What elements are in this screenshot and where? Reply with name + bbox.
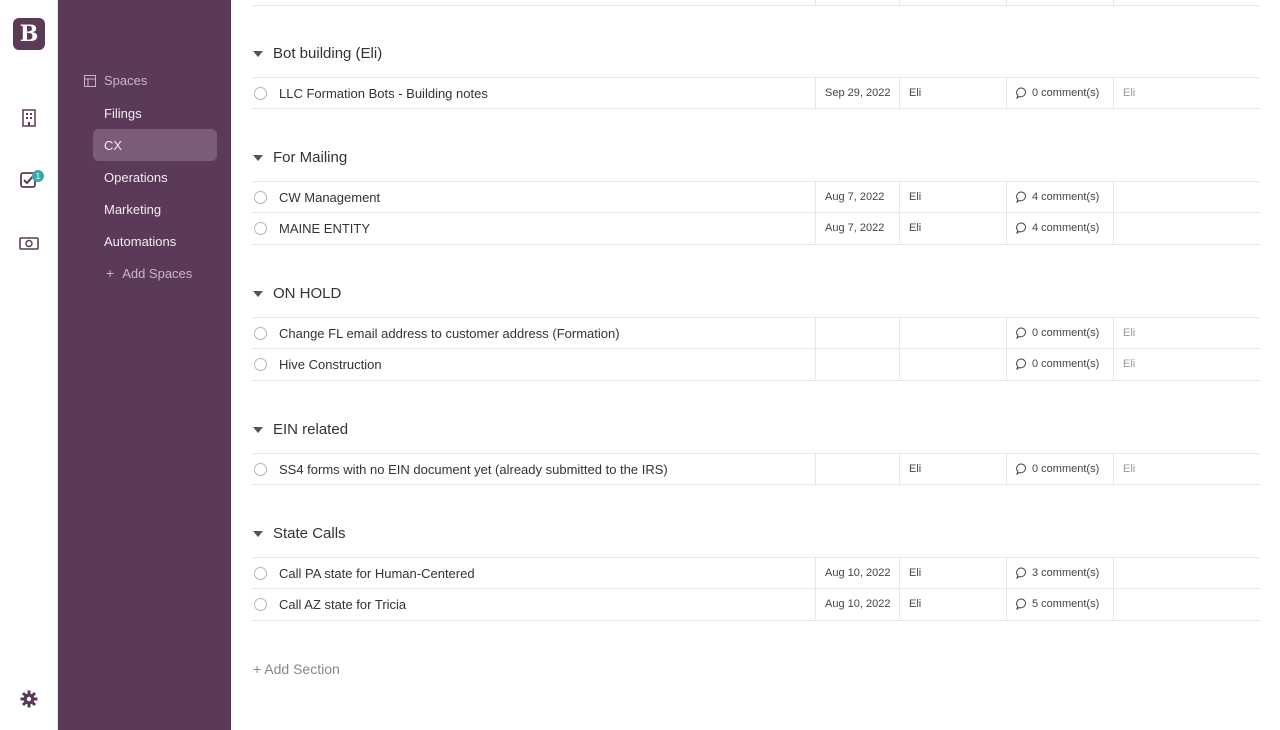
comments-cell[interactable] (1006, 213, 1113, 243)
assignee[interactable]: Eli (899, 213, 1006, 243)
extra-field[interactable]: Eli (1113, 78, 1260, 108)
comment-icon (1016, 463, 1028, 475)
due-date[interactable]: Sep 29, 2022 (815, 78, 899, 108)
spaces-label: Spaces (104, 73, 148, 88)
comment-count: 4 comment(s) (1032, 191, 1100, 203)
task-name[interactable]: SS4 forms with no EIN document yet (already submitted to the IRS) (279, 462, 668, 477)
complete-task-radio[interactable] (254, 598, 267, 611)
add-spaces-label: Add Spaces (122, 265, 193, 281)
comment-icon (1016, 327, 1028, 339)
comment-count: 0 comment(s) (1032, 87, 1100, 99)
comment-count: 0 comment(s) (1032, 327, 1100, 339)
comment-icon (1016, 191, 1028, 203)
comment-count: 0 comment(s) (1032, 463, 1100, 475)
task-row[interactable] (252, 349, 1260, 381)
previous-row-border (252, 5, 1260, 6)
section-title: For Mailing (273, 149, 348, 166)
comment-icon (1016, 87, 1028, 99)
extra-field[interactable] (1113, 589, 1260, 619)
collapse-caret-icon[interactable] (253, 51, 263, 57)
assignee[interactable]: Eli (899, 589, 1006, 619)
assignee[interactable] (899, 349, 1006, 379)
sidebar-item-cx[interactable]: CX (93, 129, 217, 161)
task-row[interactable] (252, 589, 1260, 621)
section-title: EIN related (273, 421, 349, 438)
due-date[interactable]: Aug 10, 2022 (815, 558, 899, 588)
task-row[interactable] (252, 453, 1260, 485)
comment-icon (1016, 222, 1028, 234)
section-header[interactable] (253, 45, 382, 62)
task-name[interactable]: MAINE ENTITY (279, 221, 371, 236)
extra-field[interactable] (1113, 213, 1260, 243)
due-date[interactable] (815, 454, 899, 484)
comments-cell[interactable] (1006, 78, 1113, 108)
settings-gear-icon[interactable] (19, 689, 39, 709)
due-date[interactable]: Aug 7, 2022 (815, 213, 899, 243)
plus-icon: + (106, 265, 115, 281)
collapse-caret-icon[interactable] (253, 155, 263, 161)
task-row[interactable] (252, 317, 1260, 349)
assignee[interactable]: Eli (899, 182, 1006, 212)
add-spaces-button[interactable] (106, 265, 192, 281)
money-icon[interactable] (19, 233, 39, 253)
extra-field[interactable]: Eli (1113, 454, 1260, 484)
spaces-header (84, 73, 147, 88)
section-header[interactable] (253, 421, 348, 438)
task-name[interactable]: Call PA state for Human-Centered (279, 566, 475, 581)
section-title: ON HOLD (273, 285, 342, 302)
complete-task-radio[interactable] (254, 327, 267, 340)
extra-field[interactable]: Eli (1113, 318, 1260, 348)
section-header[interactable] (253, 285, 341, 302)
tasks-badge: 1 (32, 170, 44, 182)
sidebar-item-automations[interactable]: Automations (104, 233, 177, 249)
assignee[interactable] (899, 318, 1006, 348)
collapse-caret-icon[interactable] (253, 531, 263, 537)
task-name[interactable]: CW Management (279, 190, 381, 205)
comments-cell[interactable] (1006, 182, 1113, 212)
complete-task-radio[interactable] (254, 87, 267, 100)
comment-count: 5 comment(s) (1032, 598, 1100, 610)
task-name[interactable]: Change FL email address to customer address (Formation) (279, 326, 620, 341)
sidebar-item-marketing[interactable]: Marketing (104, 201, 162, 217)
extra-field[interactable] (1113, 182, 1260, 212)
task-name[interactable]: LLC Formation Bots - Building notes (279, 86, 488, 101)
sidebar-item-filings[interactable]: Filings (104, 105, 142, 121)
task-row[interactable] (252, 213, 1260, 245)
assignee[interactable]: Eli (899, 558, 1006, 588)
task-row[interactable] (252, 77, 1260, 109)
assignee[interactable]: Eli (899, 454, 1006, 484)
task-row[interactable] (252, 181, 1260, 213)
comments-cell[interactable] (1006, 558, 1113, 588)
due-date[interactable] (815, 349, 899, 379)
comments-cell[interactable] (1006, 349, 1113, 379)
task-row[interactable] (252, 557, 1260, 589)
complete-task-radio[interactable] (254, 222, 267, 235)
comment-count: 0 comment(s) (1032, 358, 1100, 370)
due-date[interactable] (815, 318, 899, 348)
building-icon[interactable] (19, 108, 39, 128)
task-name[interactable]: Hive Construction (279, 357, 382, 372)
comment-icon (1016, 598, 1028, 610)
spaces-sidebar (58, 0, 231, 730)
extra-field[interactable] (1113, 558, 1260, 588)
comments-cell[interactable] (1006, 454, 1113, 484)
complete-task-radio[interactable] (254, 358, 267, 371)
assignee[interactable]: Eli (899, 78, 1006, 108)
comments-cell[interactable] (1006, 589, 1113, 619)
add-section-button[interactable]: + Add Section (253, 661, 340, 677)
comment-count: 3 comment(s) (1032, 567, 1100, 579)
comment-icon (1016, 567, 1028, 579)
task-name[interactable]: Call AZ state for Tricia (279, 597, 407, 612)
complete-task-radio[interactable] (254, 567, 267, 580)
due-date[interactable]: Aug 10, 2022 (815, 589, 899, 619)
sidebar-item-operations[interactable]: Operations (104, 169, 168, 185)
spaces-icon (84, 75, 96, 87)
extra-field[interactable]: Eli (1113, 349, 1260, 379)
section-title: Bot building (Eli) (273, 45, 383, 62)
comments-cell[interactable] (1006, 318, 1113, 348)
complete-task-radio[interactable] (254, 191, 267, 204)
collapse-caret-icon[interactable] (253, 427, 263, 433)
section-title: State Calls (273, 525, 346, 542)
section-header[interactable] (253, 149, 347, 166)
comment-count: 4 comment(s) (1032, 222, 1100, 234)
section-header[interactable] (253, 525, 346, 542)
icon-rail (0, 0, 58, 730)
app-logo[interactable]: B (13, 18, 45, 50)
complete-task-radio[interactable] (254, 463, 267, 476)
task-list (231, 0, 1280, 730)
due-date[interactable]: Aug 7, 2022 (815, 182, 899, 212)
collapse-caret-icon[interactable] (253, 291, 263, 297)
comment-icon (1016, 358, 1028, 370)
